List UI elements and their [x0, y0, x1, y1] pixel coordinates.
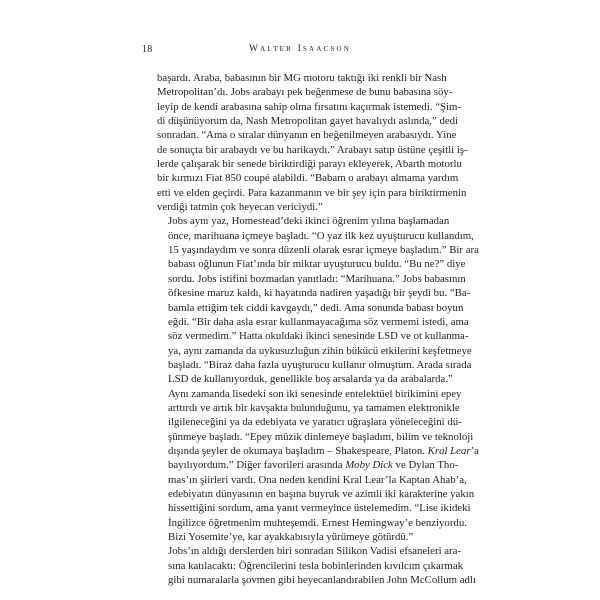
text-line: di düşünüyorum da, Nash Metropolitan gayet havalıydı aslında,” dedi — [157, 115, 459, 128]
page-number: 18 — [142, 44, 153, 55]
text-line: Aynı zamanda lisedeki son iki senesinde entelektüel birikimini epey — [168, 387, 462, 400]
text-line: başardı. Araba, babasının bir MG motoru taktığı iki renkli bir Nash — [157, 72, 447, 84]
text-line: LSD de kullanıyorduk, genellikle boş arsalarda ya da arabalarda.” — [168, 373, 453, 386]
text-line: Jobs’ın aldığı derslerden biri sonradan Silikon Vadisi efsaneleri ara- — [168, 545, 462, 558]
paragraph — [157, 71, 468, 214]
text-line: Metropolitan’dı. Jobs arabayı pek beğenmese de bunu babasına söy- — [157, 86, 453, 99]
text-line: babası oğlunun Fiat’ında bir miktar uyuşturucu buldu. “Bu ne?” diye — [168, 258, 466, 271]
text-line: dışında şeyler de okumaya başladım – Shakespeare, Platon. Kral Lear’a — [168, 444, 479, 457]
paragraph — [157, 544, 476, 587]
text-line: bamla ettiğim tek ciddi kavgaydı,” dedi. Ama sonunda babası boyun — [168, 301, 464, 314]
text-line: bir kırmızı Fiat 850 coupé alabildi. “Babam o arabayı almama yardım — [157, 172, 459, 185]
body-text — [157, 71, 479, 587]
text-line: arttırdı ve artık bir kavşakta bulunduğunu, ya tamamen elektronikle — [168, 401, 460, 414]
text-line: öfkesine maruz kaldı, ki hayatında nadiren yaşadığı bir şeydi bu. “Ba- — [168, 287, 471, 300]
text-line: Bizi Yosemite’ye, kar ayakkabısıyla yürümeye götürdü.” — [168, 531, 414, 543]
text-line: de sonuçta bir arabaydı ve bu harikaydı.” Arabayı satıp üstüne çeşitli iş- — [157, 143, 468, 156]
text-line: ilgileneceğini ya da edebiyata ve yaratıcı uğraşlara yöneleceğini dü- — [168, 416, 462, 429]
paragraph — [157, 214, 479, 386]
text-line: hissettiğini sordum, ama yanıt vermeyince üstelemedim. “Lise ikideki — [168, 502, 471, 515]
text-line: Jobs aynı yaz, Homestead’deki ikinci öğrenim yılına başlamadan — [168, 215, 450, 228]
page-header — [142, 44, 458, 58]
text-line: verdiği tatmin çok heyecan vericiydi.” — [157, 201, 323, 214]
text-line: gibi numaralarla şovmen gibi heyecanlandırabilen John McCollum adlı — [168, 574, 476, 587]
text-line: mas’ın şiirleri vardı. Ona neden kendini Kral Lear’la Kaptan Ahab’a, — [168, 473, 467, 486]
paragraph — [157, 387, 479, 545]
text-line: eğdi. “Bir daha asla esrar kullanmayacağıma söz vermemi istedi, ama — [168, 315, 469, 328]
text-line: İngilizce öğretmenim muhteşemdi. Ernest Hemingway’e benziyordu. — [168, 516, 467, 529]
text-line: 15 yaşındaydım ve sonra düzenli olarak esrar içmeye başladım.” Bir ara — [168, 244, 479, 257]
text-line: etti ve elden geçirdi. Para kazanmanın ve bir şey için para biriktirmenin — [157, 186, 467, 199]
text-line: şünmeye başladı. “Epey müzik dinlemeye başladım, bilim ve teknoloji — [168, 430, 474, 443]
text-line: lerde çalışarak bir senede biriktirdiği parayı ekleyerek, Abarth motorlu — [157, 158, 462, 171]
text-line: sonradan. “Ama o sıralar dünyanın en beğenilmeyen arabasıydı. Yine — [157, 129, 457, 142]
text-line: ya, aynı zamanda da uykusuzluğun zihin bükücü etkilerini keşfetmeye — [168, 344, 472, 357]
text-line: edebiyatın dünyasının en başına buyruk ve azimli iki karakterine yakın — [168, 487, 475, 500]
text-line: söz vermedim.” Hatta okuldaki ikinci senesinde LSD ve ot kullanma- — [168, 330, 469, 343]
text-line: sına katılacaktı: Öğrencilerini tesla bobinlerinden kıvılcım çıkarmak — [168, 559, 464, 572]
text-line: sordu. Jobs istifini bozmadan yanıtladı: “Marihuana.” Jobs babasının — [168, 272, 466, 285]
text-line: önce, marihuana içmeye başladı. “O yaz ilk kez uyuşturucu kullandım, — [168, 229, 474, 242]
text-line: leyip de kendi arabasına sahip olma fırsatını kaçırmak istemedi. “Şim- — [157, 100, 462, 113]
running-head: Walter Isaacson — [248, 44, 352, 54]
text-line: bayılıyordum.” Diğer favorileri arasında Moby Dick ve Dylan Tho- — [168, 459, 459, 472]
text-line: başladı. “Biraz daha fazla uyuşturucu kullanır olmuştum. Arada sırada — [168, 358, 472, 371]
